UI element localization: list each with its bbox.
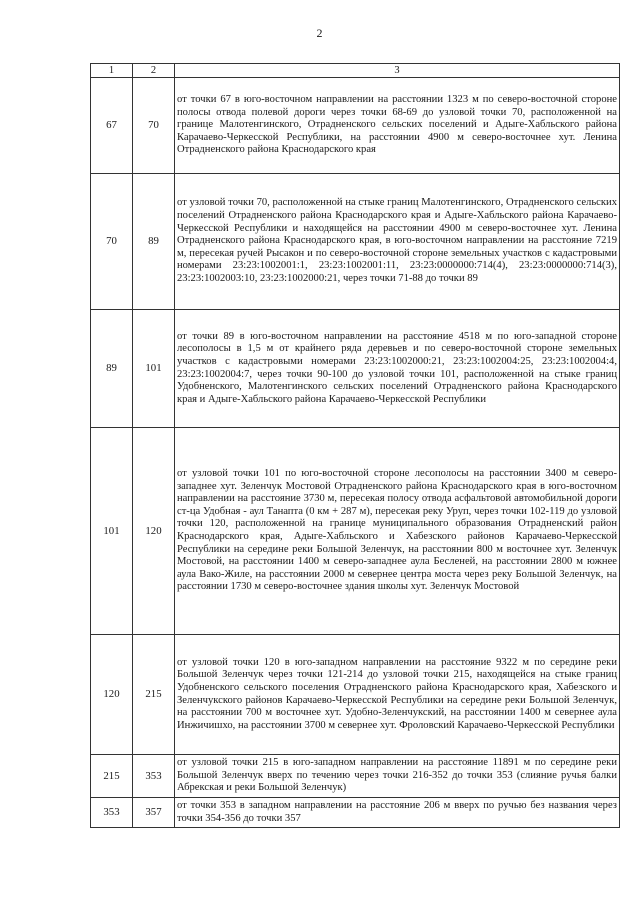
from-point: 101 bbox=[91, 428, 133, 635]
table-row bbox=[91, 310, 620, 428]
table-row bbox=[91, 798, 620, 828]
table-header bbox=[91, 64, 620, 78]
table-row bbox=[91, 78, 620, 174]
route-description: от точки 89 в юго-восточном направлении на расстояние 4518 м по юго-западной стороне лесополосы в 1,5 м от крайнего ряда деревьев и по северо-восточной стороне земельных участков с кадастровыми номерами 23:23:1002000:21, 23:23:1002004:25, 23:23:1002004:4, 23:23:1002004:7, через точки 90-100 до узловой точки 101, расположенной на стыке границ Удобненского, Малотенгинского сельских поселений Отрадненского района Краснодарского края и Адыге-Хабльского района Карачаево-Черкесской Республики bbox=[175, 310, 620, 428]
from-point: 120 bbox=[91, 635, 133, 755]
boundary-table bbox=[90, 63, 620, 828]
from-point: 67 bbox=[91, 78, 133, 174]
route-description: от точки 67 в юго-восточном направлении на расстоянии 1323 м по северо-восточной стороне полосы отвода полевой дороги через точки 68-69 до узловой точки 70, расположенной на границе Малотенгинского, Отрадненского сельских поселений и Адыге-Хабльского района Карачаево-Черкесской Республики, на расстоянии 4900 м северо-восточнее хут. Ленина Отрадненского района Краснодарского края bbox=[175, 78, 620, 174]
page-number: 2 bbox=[316, 26, 323, 40]
table-row bbox=[91, 428, 620, 635]
table-row bbox=[91, 755, 620, 798]
to-point: 120 bbox=[133, 428, 175, 635]
from-point: 353 bbox=[91, 798, 133, 828]
to-point: 215 bbox=[133, 635, 175, 755]
route-description: от узловой точки 70, расположенной на стыке границ Малотенгинского, Отрадненского сельских поселений Отрадненского района Краснодарского края и Адыге-Хабльского района Карачаево-Черкесской Республики и находящейся на расстоянии 4900 м северо-восточнее хут. Ленина Отрадненского района Краснодарского края, в юго-восточном направлении на расстояние 7219 м, пересекая ручей Рысакон и по северо-восточной стороне земельных участков с кадастровыми номерами 23:23:1002001:1, 23:23:1002001:11, 23:23:0000000:714(4), 23:23:0000000:714(3), 23:23:1002003:10, 23:23:1002000:21, через точки 71-88 до точки 89 bbox=[175, 174, 620, 310]
from-point: 215 bbox=[91, 755, 133, 798]
to-point: 101 bbox=[133, 310, 175, 428]
route-description: от точки 353 в западном направлении на расстояние 206 м вверх по ручью без названия через точки 354-356 до точки 357 bbox=[175, 798, 620, 828]
to-point: 357 bbox=[133, 798, 175, 828]
route-description: от узловой точки 215 в юго-западном направлении на расстояние 11891 м по середине реки Большой Зеленчук вверх по течению через точки 216-352 до точки 353 (слияние ручья балки Абрекская и реки Большой Зеленчук) bbox=[175, 755, 620, 798]
to-point: 70 bbox=[133, 78, 175, 174]
table-row bbox=[91, 174, 620, 310]
header-col-3: 3 bbox=[175, 64, 620, 78]
from-point: 70 bbox=[91, 174, 133, 310]
route-description: от узловой точки 120 в юго-западном направлении на расстояние 9322 м по середине реки Большой Зеленчук через точки 121-214 до узловой точки 215, находящейся на стыке границ Удобненского сельского поселения Отрадненского района Краснодарского края, Хабезского и Зеленчукского районов Карачаево-Черкесской Республики на середине реки Большой Зеленчук, на расстоянии 700 м восточнее хут. Удобно-Зеленчукский, на расстоянии 1400 м севернее аула Инжичишхо, на расстоянии 3700 м севернее хут. Фроловский Карачаево-Черкесской Республики bbox=[175, 635, 620, 755]
from-point: 89 bbox=[91, 310, 133, 428]
table-body bbox=[91, 78, 620, 828]
table-row bbox=[91, 635, 620, 755]
header-row bbox=[91, 64, 620, 78]
to-point: 353 bbox=[133, 755, 175, 798]
to-point: 89 bbox=[133, 174, 175, 310]
route-description: от узловой точки 101 по юго-восточной стороне лесополосы на расстоянии 3400 м северо-западнее хут. Зеленчук Мостовой Отрадненского района Краснодарского края в юго-восточном направлении на расстояние 3730 м, пересекая полосу отвода асфальтовой автомобильной дороги ст-ца Удобная - аул Танапта (0 км + 287 м), пересекая реку Уруп, через точки 102-119 до узловой точки 120, расположенной на границе муниципального образования Отрадненский район Краснодарского края, Адыге-Хабльского и Хабезского районов Карачаево-Черкесской Республики на середине реки Большой Зеленчук, на расстоянии 800 м восточнее хут. Зеленчук Мостовой, на расстоянии 1400 м северо-западнее аула Бесленей, на расстоянии 2800 м южнее аула Вако-Жиле, на расстоянии 2000 м севернее центра моста через реку Большой Зеленчук, на расстоянии 1730 м северо-восточнее здания школы хут. Зеленчук Мостовой bbox=[175, 428, 620, 635]
header-col-1: 1 bbox=[91, 64, 133, 78]
header-col-2: 2 bbox=[133, 64, 175, 78]
